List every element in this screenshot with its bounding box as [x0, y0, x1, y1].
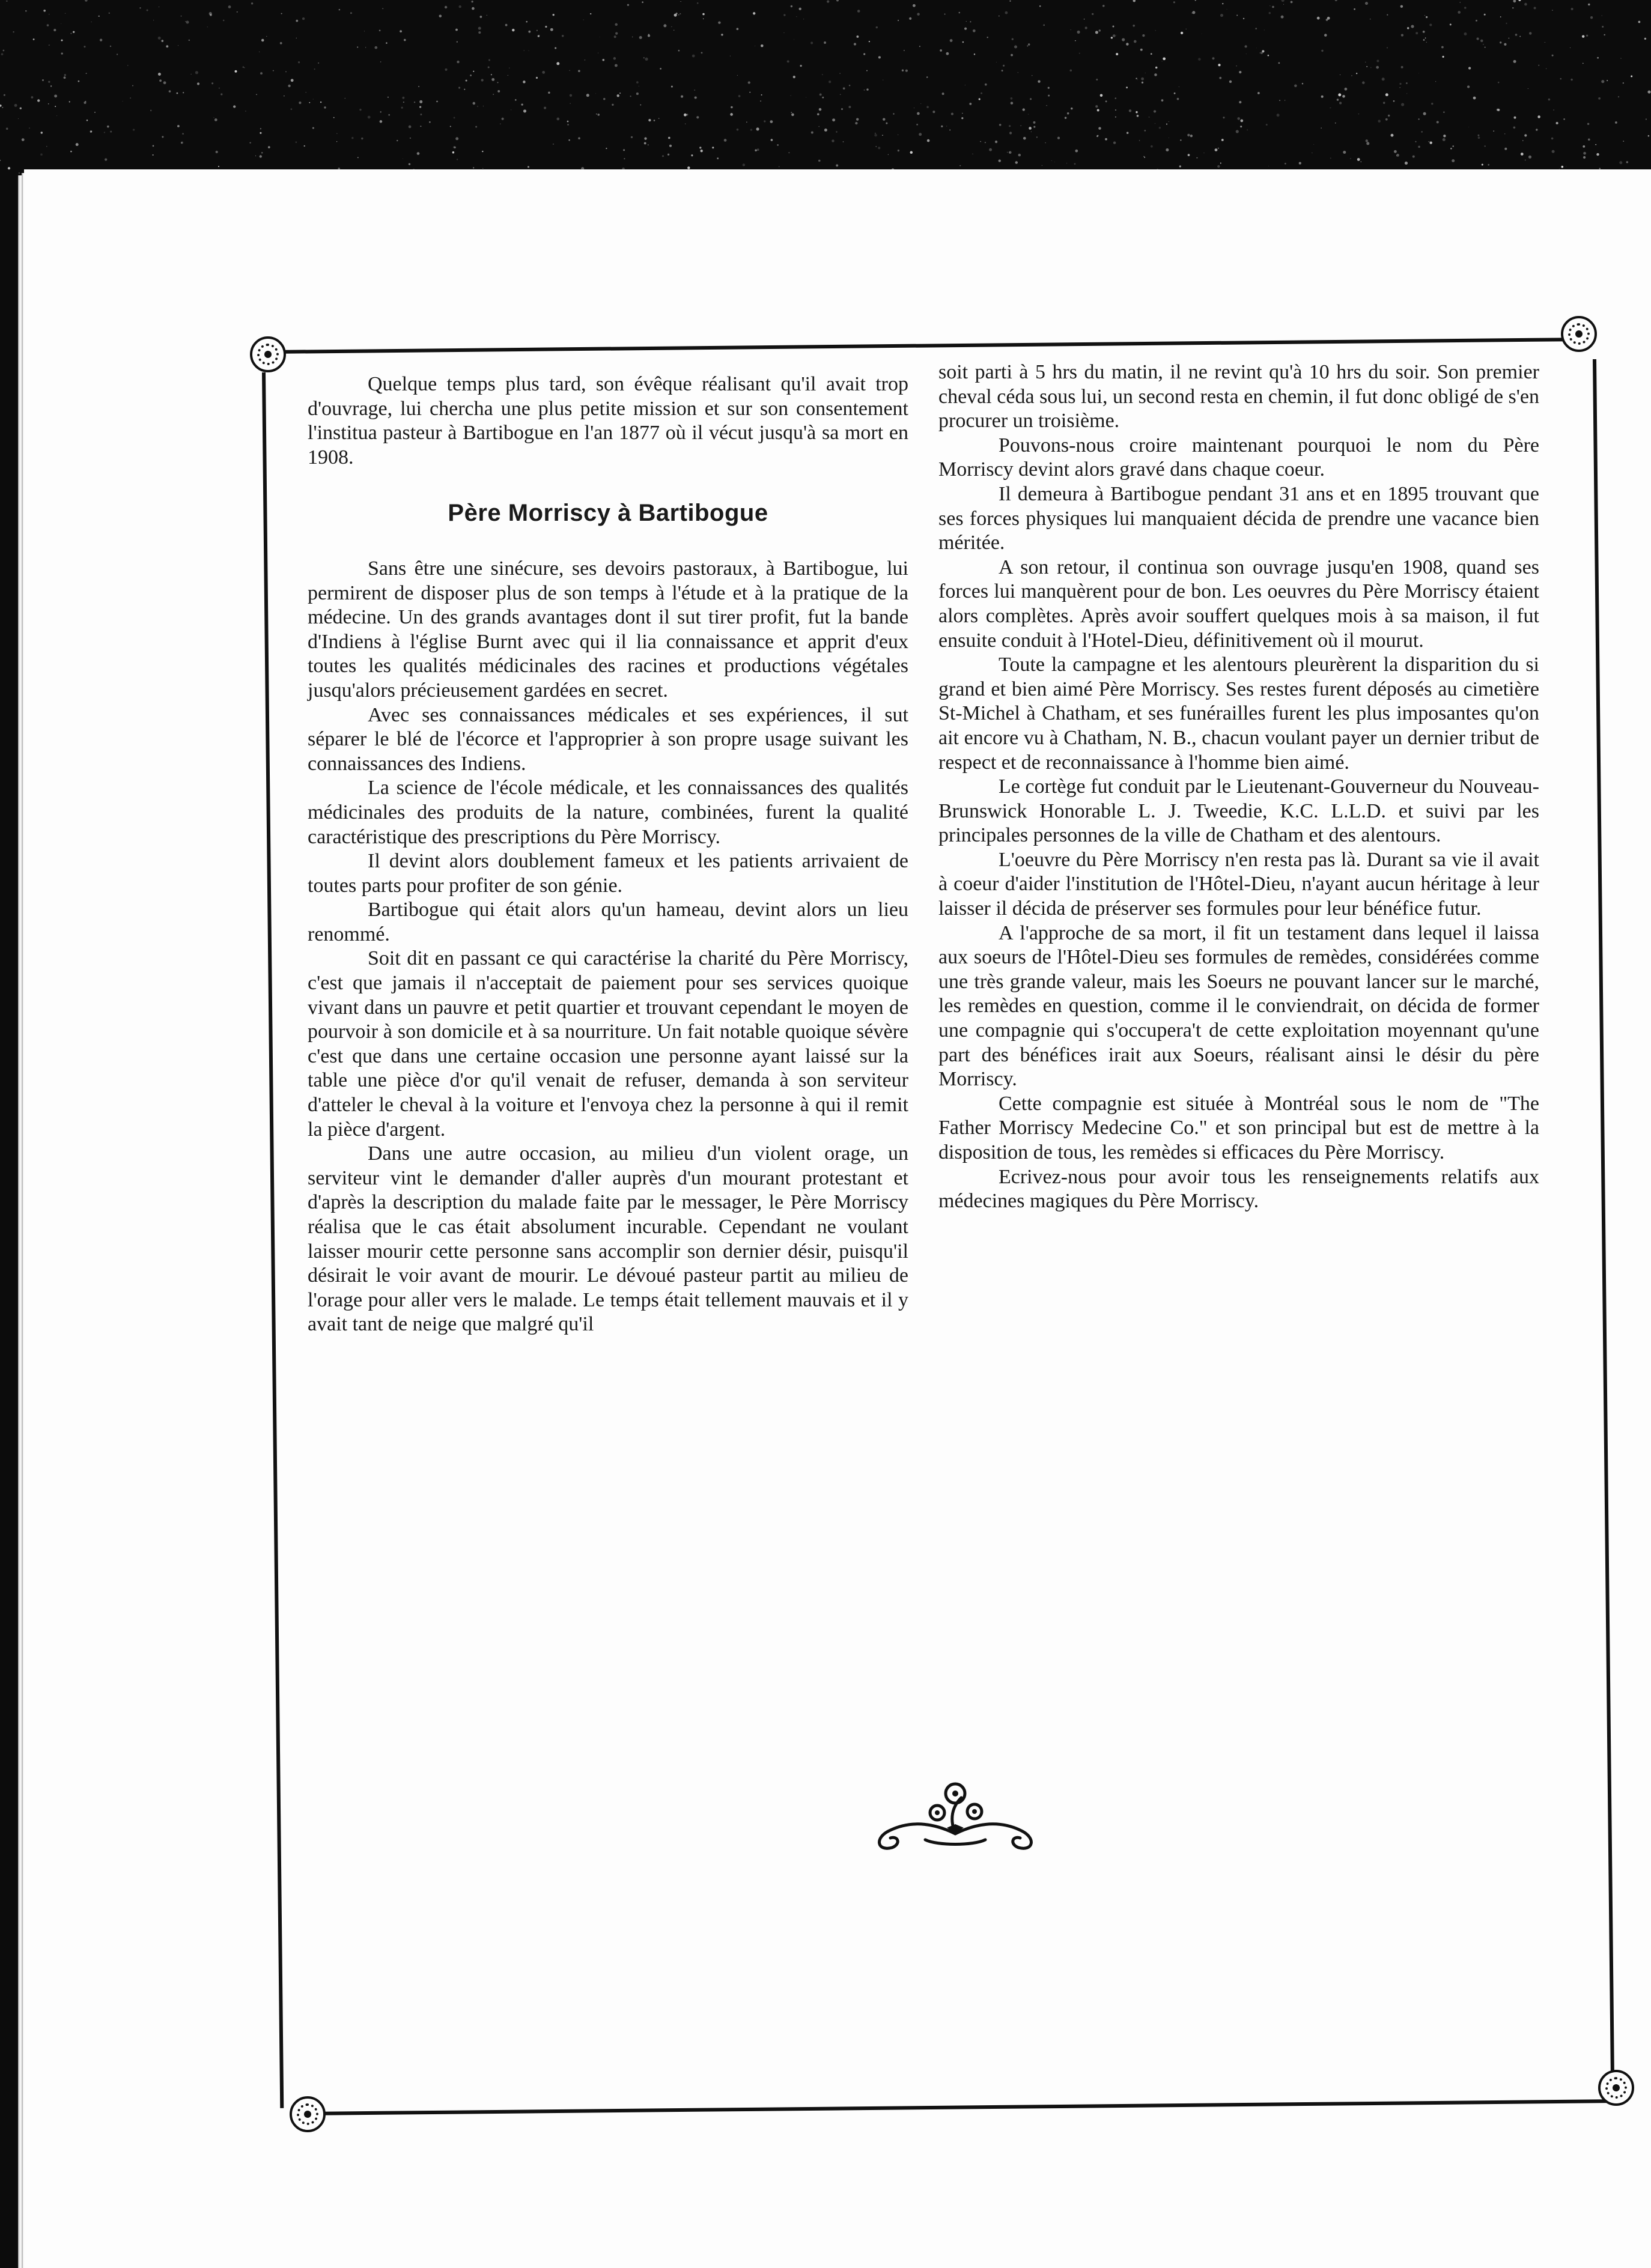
frame-corner-rosette-icon — [290, 2096, 326, 2132]
body-paragraph: A l'approche de sa mort, il fit un testament dans lequel il laissa aux soeurs de l'Hôtel-Dieu ses formules de remèdes, considérées comme une très grande valeur, mais les Soeurs ne pouvant lancer sur le marché, les remèdes en question, comme il le conviendrait, on décida de former une compagnie qui s'occupera't de cette exploitation moyennant qu'une part des bénéfices irait aux Soeurs, réalisant ainsi le désir du père Morriscy. — [938, 921, 1539, 1091]
body-paragraph: Toute la campagne et les alentours pleurèrent la disparition du si grand et bien aimé Père Morriscy. Ses restes furent déposés au cimetière St-Michel à Chatham, et ses funérailles furent les plus imposantes qu'on ait encore vu à Chatham, N. B., chacun voulant payer un dernier tribut de respect et de reconnaissance à l'homme bien aimé. — [938, 653, 1539, 774]
frame-corner-rosette-icon — [1598, 2070, 1634, 2106]
body-paragraph: Bartibogue qui était alors qu'un hameau, devint alors un lieu renommé. — [308, 899, 908, 945]
body-paragraph: Soit dit en passant ce qui caractérise la charité du Père Morriscy, c'est que jamais il n'acceptait de paiement pour ses services quoique vivant dans un pauvre et petit quartier et trouvant cependant le moyen de pourvoir à son domicile et à sa nourriture. Un fait notable quoique sévère c'est que dans une certaine occasion une personne ayant laissé sur la table une pièce d'or qu'il venait de refuser, demanda à son serviteur d'atteler le cheval à la voiture et l'envoya chez la personne à qui il remit la pièce d'argent. — [308, 947, 908, 1141]
frame-corner-rosette-icon — [250, 336, 286, 372]
body-paragraph: Il devint alors doublement fameux et les patients arrivaient de toutes parts pour profiter de son génie. — [308, 850, 908, 897]
body-paragraph: Sans être une sinécure, ses devoirs pastoraux, à Bartibogue, lui permirent de disposer plus de son temps à l'étude et à la pratique de la médecine. Un des grands avantages dont il sut tirer profit, fut la bande d'Indiens à l'église Burnt avec qui il lia connaissance et apprit d'eux toutes les qualités médicinales des racines et productions végétales jusqu'alors précieusement gardées en secret. — [308, 557, 908, 702]
body-paragraph: Avec ses connaissances médicales et ses expériences, il sut séparer le blé de l'écorce et l'approprier à son propre usage suivant les connaissances des Indiens. — [308, 703, 908, 775]
scan-dark-background — [0, 0, 1651, 180]
body-paragraph: Le cortège fut conduit par le Lieutenant-Gouverneur du Nouveau-Brunswick Honorable L. J. Tweedie, K.C. L.L.D. et suivi par les principales personnes de la ville de Chatham et des alentours. — [938, 775, 1539, 847]
frame-corner-rosette-icon — [1561, 316, 1597, 352]
continued-paragraph: soit parti à 5 hrs du matin, il ne revint qu'à 10 hrs du soir. Son premier cheval céda sous lui, un second resta en chemin, il fut donc obligé de s'en procurer un troisième. — [938, 361, 1539, 432]
body-paragraph: Dans une autre occasion, au milieu d'un violent orage, un serviteur vint le demander d'aller auprès d'un mourant protestant et d'après la description du malade faite par le messager, le Père Morriscy réalisa que le cas était absolument incurable. Cependant ne voulant laisser mourir cette personne sans accomplir son dernier désir, puisqu'il désirait le voir avant de mourir. Le dévoué pasteur partit au milieu de l'orage pour aller vers le malade. Le temps était tellement mauvais et il y avait tant de neige que malgré qu'il — [308, 1142, 908, 1336]
body-paragraph: L'oeuvre du Père Morriscy n'en resta pas là. Durant sa vie il avait à coeur d'aider l'institution de l'Hôtel-Dieu, n'ayant aucun héritage à leur laisser il décida de préserver ses formules pour leur bénéfice futur. — [938, 848, 1539, 920]
body-paragraph: Cette compagnie est située à Montréal sous le nom de "The Father Morriscy Medecine Co." et son principal but est de mettre à la disposition de tous, les remèdes si efficaces du Père Morriscy. — [938, 1092, 1539, 1163]
floral-ornament-icon — [865, 1777, 1045, 1855]
section-heading: Père Morriscy à Bartibogue — [448, 500, 768, 527]
body-paragraph: A son retour, il continua son ouvrage jusqu'en 1908, quand ses forces lui manquèrent pour de bon. Les oeuvres du Père Morriscy étaient alors complètes. Après avoir souffert quelques mois à sa maison, il fut ensuite conduit à l'Hotel-Dieu, définitivement où il mourut. — [938, 556, 1539, 652]
intro-paragraph: Quelque temps plus tard, son évêque réalisant qu'il avait trop d'ouvrage, lui chercha une plus petite mission et sur son consentement l'institua pasteur à Bartibogue en l'an 1877 où il vécut jusqu'à sa mort en 1908. — [308, 373, 908, 468]
body-paragraph: Il demeura à Bartibogue pendant 31 ans et en 1895 trouvant que ses forces physiques lui manquaient décida de prendre une vacance bien méritée. — [938, 482, 1539, 554]
body-paragraph: Ecrivez-nous pour avoir tous les renseignements relatifs aux médecines magiques du Père Morriscy. — [938, 1165, 1539, 1213]
body-paragraph: Pouvons-nous croire maintenant pourquoi le nom du Père Morriscy devint alors gravé dans chaque coeur. — [938, 434, 1539, 481]
body-paragraph: La science de l'école médicale, et les connaissances des qualités médicinales des produits de la nature, combinées, furent la qualité caractéristique des prescriptions du Père Morriscy. — [308, 777, 908, 848]
right-text-column — [938, 360, 1539, 1214]
left-text-column — [308, 372, 908, 1337]
